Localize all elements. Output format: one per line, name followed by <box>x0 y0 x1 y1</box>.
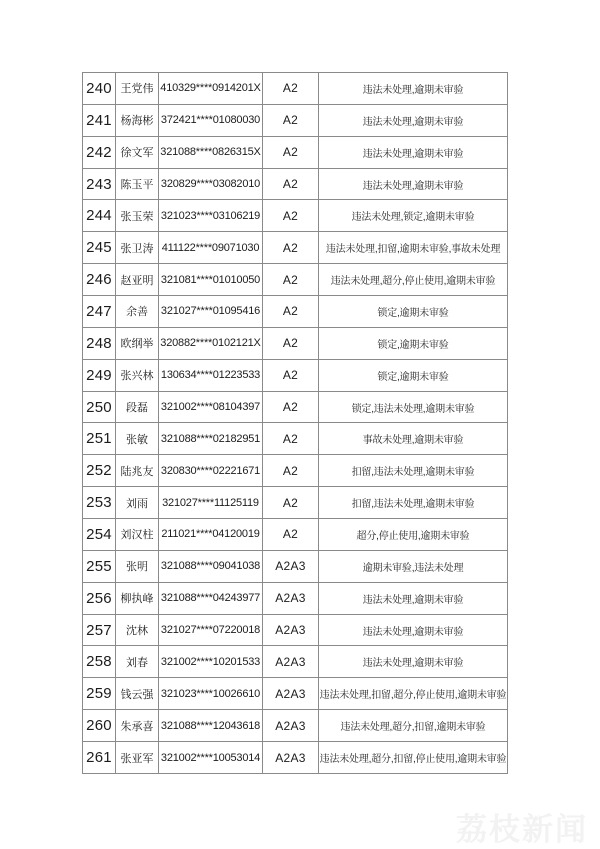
table-row <box>83 582 508 614</box>
cell-id-number: 321002****10201533 <box>159 646 263 678</box>
cell-id-number: 321027****11125119 <box>159 487 263 519</box>
table-row <box>83 327 508 359</box>
cell-name: 刘春 <box>116 646 159 678</box>
cell-id-number: 320830****02221671 <box>159 455 263 487</box>
cell-id-number: 321088****09041038 <box>159 550 263 582</box>
table-row <box>83 391 508 423</box>
cell-id-number: 321023****03106219 <box>159 200 263 232</box>
cell-name: 张明 <box>116 550 159 582</box>
cell-license-type: A2 <box>263 359 319 391</box>
table-row <box>83 296 508 328</box>
cell-id-number: 321081****01010050 <box>159 264 263 296</box>
cell-status: 违法未处理,超分,扣留,逾期未审验 <box>319 710 508 742</box>
table-row <box>83 710 508 742</box>
cell-status: 违法未处理,超分,扣留,停止使用,逾期未审验 <box>319 742 508 774</box>
cell-name: 余善 <box>116 296 159 328</box>
cell-license-type: A2A3 <box>263 710 319 742</box>
cell-row-number: 244 <box>83 200 116 232</box>
cell-name: 刘雨 <box>116 487 159 519</box>
cell-status: 锁定,违法未处理,逾期未审验 <box>319 391 508 423</box>
cell-id-number: 321027****07220018 <box>159 614 263 646</box>
cell-status: 扣留,违法未处理,逾期未审验 <box>319 487 508 519</box>
cell-row-number: 256 <box>83 582 116 614</box>
table-row <box>83 487 508 519</box>
cell-status: 扣留,违法未处理,逾期未审验 <box>319 455 508 487</box>
cell-status: 违法未处理,逾期未审验 <box>319 104 508 136</box>
cell-id-number: 321088****0826315X <box>159 136 263 168</box>
cell-id-number: 321088****04243977 <box>159 582 263 614</box>
cell-id-number: 320882****0102121X <box>159 327 263 359</box>
cell-license-type: A2A3 <box>263 582 319 614</box>
table-row <box>83 646 508 678</box>
cell-name: 刘汉柱 <box>116 519 159 551</box>
cell-license-type: A2 <box>263 327 319 359</box>
table-row <box>83 614 508 646</box>
cell-row-number: 242 <box>83 136 116 168</box>
cell-id-number: 130634****01223533 <box>159 359 263 391</box>
cell-id-number: 321088****12043618 <box>159 710 263 742</box>
cell-name: 段磊 <box>116 391 159 423</box>
cell-license-type: A2A3 <box>263 678 319 710</box>
cell-name: 欧纲举 <box>116 327 159 359</box>
cell-name: 张玉荣 <box>116 200 159 232</box>
cell-id-number: 372421****01080030 <box>159 104 263 136</box>
cell-license-type: A2 <box>263 455 319 487</box>
table-row <box>83 136 508 168</box>
cell-row-number: 252 <box>83 455 116 487</box>
cell-status: 事故未处理,逾期未审验 <box>319 423 508 455</box>
cell-name: 沈林 <box>116 614 159 646</box>
cell-row-number: 253 <box>83 487 116 519</box>
table-row <box>83 519 508 551</box>
cell-row-number: 251 <box>83 423 116 455</box>
cell-license-type: A2A3 <box>263 646 319 678</box>
lizhi-news-watermark: 荔枝新闻 <box>456 812 588 847</box>
cell-id-number: 321002****08104397 <box>159 391 263 423</box>
cell-name: 张敏 <box>116 423 159 455</box>
table-row <box>83 232 508 264</box>
cell-name: 王党伟 <box>116 73 159 105</box>
cell-license-type: A2 <box>263 136 319 168</box>
cell-status: 违法未处理,锁定,逾期未审验 <box>319 200 508 232</box>
cell-name: 杨海彬 <box>116 104 159 136</box>
cell-status: 违法未处理,逾期未审验 <box>319 136 508 168</box>
cell-license-type: A2 <box>263 487 319 519</box>
cell-id-number: 321002****10053014 <box>159 742 263 774</box>
table-row <box>83 550 508 582</box>
cell-row-number: 254 <box>83 519 116 551</box>
cell-name: 徐文军 <box>116 136 159 168</box>
cell-name: 张卫涛 <box>116 232 159 264</box>
cell-status: 违法未处理,逾期未审验 <box>319 646 508 678</box>
cell-license-type: A2A3 <box>263 614 319 646</box>
cell-license-type: A2A3 <box>263 742 319 774</box>
cell-status: 锁定,逾期未审验 <box>319 296 508 328</box>
cell-status: 违法未处理,超分,停止使用,逾期未审验 <box>319 264 508 296</box>
cell-row-number: 261 <box>83 742 116 774</box>
cell-license-type: A2 <box>263 73 319 105</box>
cell-id-number: 321088****02182951 <box>159 423 263 455</box>
cell-id-number: 321023****10026610 <box>159 678 263 710</box>
cell-name: 柳执峰 <box>116 582 159 614</box>
cell-status: 锁定,逾期未审验 <box>319 327 508 359</box>
cell-row-number: 250 <box>83 391 116 423</box>
cell-name: 朱承喜 <box>116 710 159 742</box>
cell-id-number: 411122****09071030 <box>159 232 263 264</box>
cell-id-number: 410329****0914201X <box>159 73 263 105</box>
table-row <box>83 104 508 136</box>
cell-status: 违法未处理,逾期未审验 <box>319 168 508 200</box>
driver-list-table <box>82 72 508 774</box>
cell-status: 违法未处理,逾期未审验 <box>319 73 508 105</box>
table-body <box>83 73 508 774</box>
table-row <box>83 423 508 455</box>
cell-row-number: 259 <box>83 678 116 710</box>
cell-license-type: A2 <box>263 200 319 232</box>
cell-row-number: 260 <box>83 710 116 742</box>
cell-row-number: 246 <box>83 264 116 296</box>
cell-name: 钱云强 <box>116 678 159 710</box>
cell-license-type: A2 <box>263 232 319 264</box>
cell-status: 超分,停止使用,逾期未审验 <box>319 519 508 551</box>
cell-row-number: 241 <box>83 104 116 136</box>
cell-name: 张兴林 <box>116 359 159 391</box>
table-row <box>83 678 508 710</box>
table-row <box>83 168 508 200</box>
cell-row-number: 249 <box>83 359 116 391</box>
cell-license-type: A2 <box>263 104 319 136</box>
cell-license-type: A2 <box>263 519 319 551</box>
cell-row-number: 243 <box>83 168 116 200</box>
table-row <box>83 264 508 296</box>
cell-license-type: A2 <box>263 296 319 328</box>
cell-row-number: 255 <box>83 550 116 582</box>
cell-status: 违法未处理,扣留,逾期未审验,事故未处理 <box>319 232 508 264</box>
cell-license-type: A2 <box>263 423 319 455</box>
cell-id-number: 211021****04120019 <box>159 519 263 551</box>
cell-row-number: 247 <box>83 296 116 328</box>
cell-name: 赵亚明 <box>116 264 159 296</box>
cell-status: 锁定,逾期未审验 <box>319 359 508 391</box>
cell-license-type: A2A3 <box>263 550 319 582</box>
cell-row-number: 245 <box>83 232 116 264</box>
cell-name: 张亚军 <box>116 742 159 774</box>
table-row <box>83 359 508 391</box>
table-row <box>83 200 508 232</box>
table-row <box>83 742 508 774</box>
cell-row-number: 258 <box>83 646 116 678</box>
cell-status: 违法未处理,逾期未审验 <box>319 582 508 614</box>
table-row <box>83 73 508 105</box>
cell-license-type: A2 <box>263 168 319 200</box>
cell-status: 违法未处理,扣留,超分,停止使用,逾期未审验 <box>319 678 508 710</box>
cell-row-number: 240 <box>83 73 116 105</box>
cell-name: 陈玉平 <box>116 168 159 200</box>
cell-status: 逾期未审验,违法未处理 <box>319 550 508 582</box>
cell-row-number: 248 <box>83 327 116 359</box>
cell-id-number: 320829****03082010 <box>159 168 263 200</box>
cell-id-number: 321027****01095416 <box>159 296 263 328</box>
cell-license-type: A2 <box>263 391 319 423</box>
cell-status: 违法未处理,逾期未审验 <box>319 614 508 646</box>
table-row <box>83 455 508 487</box>
cell-row-number: 257 <box>83 614 116 646</box>
cell-name: 陆兆友 <box>116 455 159 487</box>
cell-license-type: A2 <box>263 264 319 296</box>
